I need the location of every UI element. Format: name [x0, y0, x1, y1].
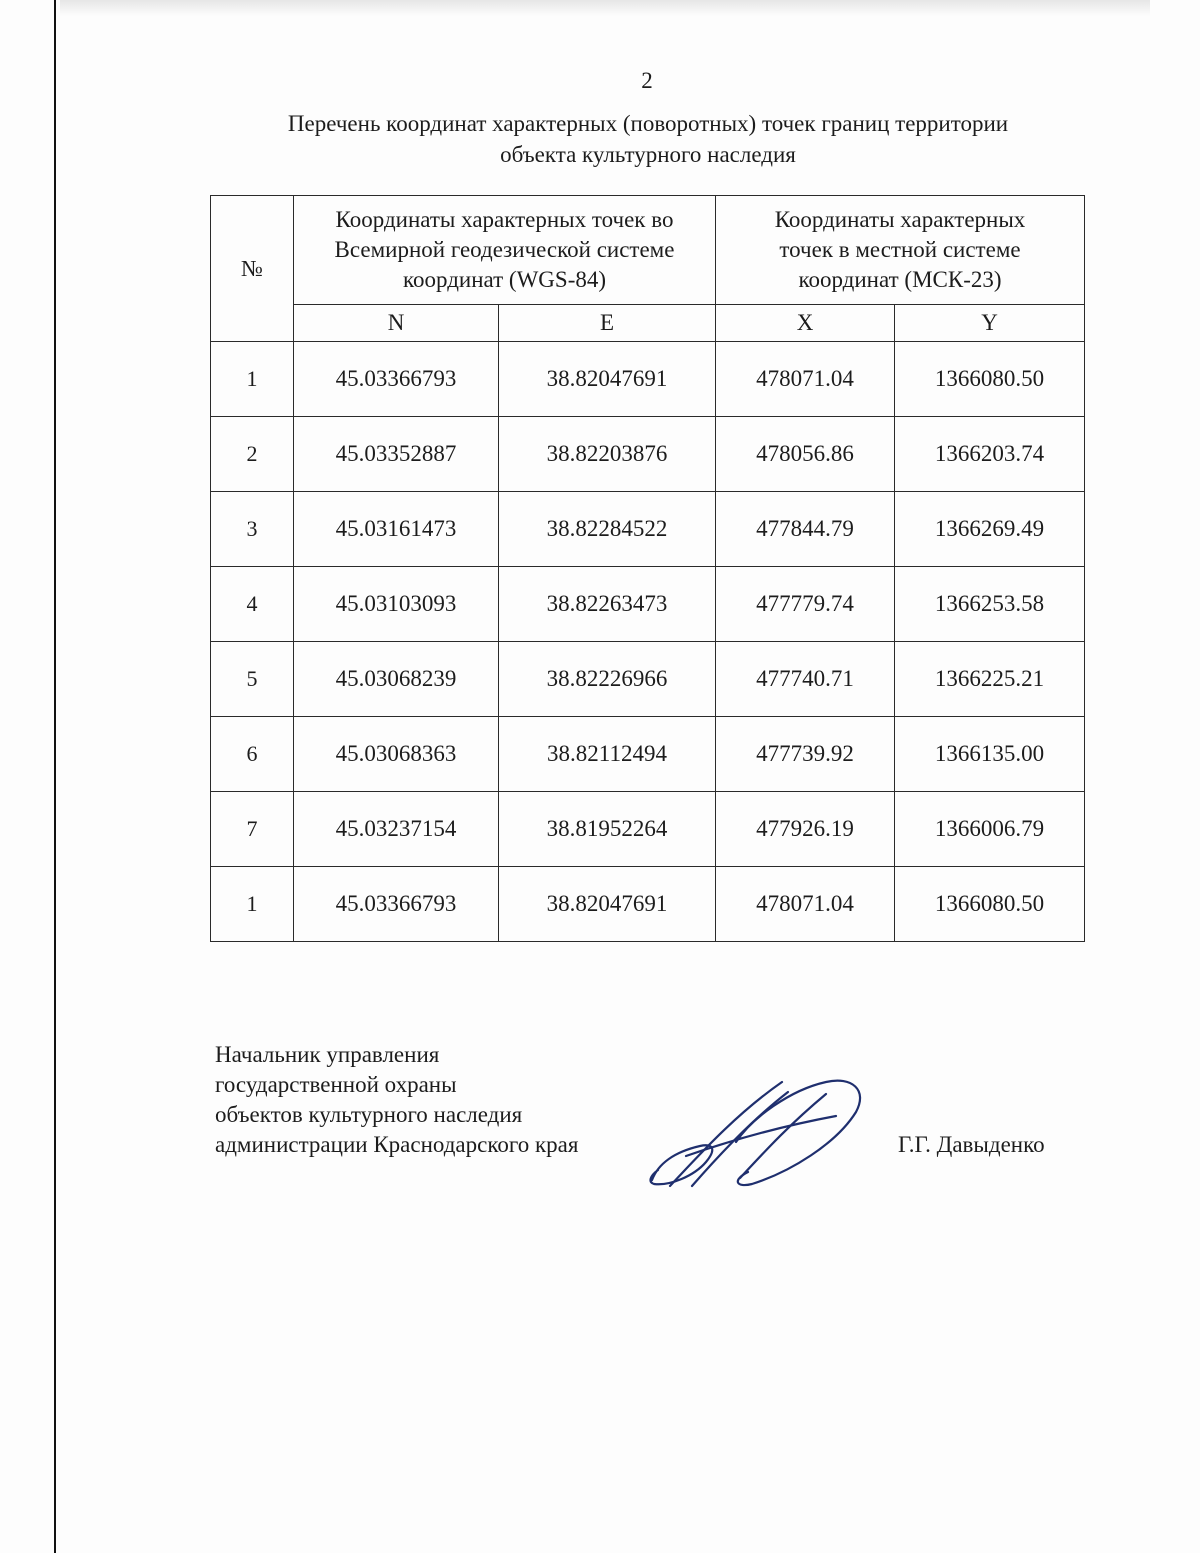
- x-coordinate-cell: 478071.04: [716, 867, 895, 942]
- header-line: Координаты характерных: [774, 207, 1026, 232]
- signatory-position: [215, 1040, 578, 1160]
- signatory-position-line: объектов культурного наследия: [215, 1102, 523, 1127]
- signatory-position-line: государственной охраны: [215, 1072, 457, 1097]
- n-coordinate-cell: 45.03352887: [294, 417, 499, 492]
- header-line: Координаты характерных точек во: [335, 207, 674, 232]
- x-coordinate-cell: 477739.92: [716, 717, 895, 792]
- document-title: [200, 108, 1096, 170]
- signatory-name: Г.Г. Давыденко: [898, 1132, 1045, 1157]
- header-line: точек в местной системе: [779, 237, 1021, 262]
- n-coordinate-cell: 45.03366793: [294, 342, 499, 417]
- x-coordinate-cell: 477926.19: [716, 792, 895, 867]
- e-coordinate-cell: 38.81952264: [499, 792, 716, 867]
- handwritten-signature: [640, 1068, 880, 1198]
- y-coordinate-cell: 1366253.58: [895, 567, 1085, 642]
- wgs-column-group-header: [294, 196, 716, 305]
- table-subheader-row: [211, 305, 1085, 342]
- n-coordinate-cell: 45.03068239: [294, 642, 499, 717]
- e-coordinate-cell: 38.82047691: [499, 867, 716, 942]
- signatory-position-line: администрации Краснодарского края: [215, 1132, 579, 1157]
- point-number-cell: 1: [211, 867, 294, 942]
- document-title-line: объекта культурного наследия: [500, 142, 796, 167]
- point-number-cell: 3: [211, 492, 294, 567]
- table-header-row: [211, 196, 1085, 305]
- table-row: [211, 417, 1085, 492]
- column-header-x: X: [716, 305, 895, 342]
- x-coordinate-cell: 477740.71: [716, 642, 895, 717]
- n-coordinate-cell: 45.03366793: [294, 867, 499, 942]
- point-number-cell: 6: [211, 717, 294, 792]
- header-line: Всемирной геодезической системе: [334, 237, 675, 262]
- table-row: [211, 792, 1085, 867]
- e-coordinate-cell: 38.82203876: [499, 417, 716, 492]
- point-number-cell: 1: [211, 342, 294, 417]
- table-row: [211, 492, 1085, 567]
- y-coordinate-cell: 1366225.21: [895, 642, 1085, 717]
- e-coordinate-cell: 38.82112494: [499, 717, 716, 792]
- n-coordinate-cell: 45.03068363: [294, 717, 499, 792]
- x-coordinate-cell: 478056.86: [716, 417, 895, 492]
- point-number-cell: 7: [211, 792, 294, 867]
- point-number-cell: 4: [211, 567, 294, 642]
- n-coordinate-cell: 45.03237154: [294, 792, 499, 867]
- header-line: координат (МСК-23): [798, 267, 1002, 292]
- y-coordinate-cell: 1366203.74: [895, 417, 1085, 492]
- table-row: [211, 642, 1085, 717]
- signatory-position-line: Начальник управления: [215, 1042, 440, 1067]
- n-coordinate-cell: 45.03103093: [294, 567, 499, 642]
- y-coordinate-cell: 1366080.50: [895, 867, 1085, 942]
- x-coordinate-cell: 477844.79: [716, 492, 895, 567]
- x-coordinate-cell: 477779.74: [716, 567, 895, 642]
- column-header-e: E: [499, 305, 716, 342]
- column-header-n: N: [294, 305, 499, 342]
- x-coordinate-cell: 478071.04: [716, 342, 895, 417]
- coordinates-table: [210, 195, 1085, 942]
- page-number: 2: [641, 68, 653, 93]
- y-coordinate-cell: 1366006.79: [895, 792, 1085, 867]
- point-number-cell: 5: [211, 642, 294, 717]
- column-header-y: Y: [895, 305, 1085, 342]
- msk-column-group-header: [716, 196, 1085, 305]
- table-row: [211, 867, 1085, 942]
- table-row: [211, 567, 1085, 642]
- table-row: [211, 717, 1085, 792]
- document-title-line: Перечень координат характерных (поворотных) точек границ территории: [287, 111, 1009, 136]
- e-coordinate-cell: 38.82284522: [499, 492, 716, 567]
- table-row: [211, 342, 1085, 417]
- e-coordinate-cell: 38.82263473: [499, 567, 716, 642]
- y-coordinate-cell: 1366269.49: [895, 492, 1085, 567]
- n-coordinate-cell: 45.03161473: [294, 492, 499, 567]
- y-coordinate-cell: 1366135.00: [895, 717, 1085, 792]
- e-coordinate-cell: 38.82226966: [499, 642, 716, 717]
- header-line: координат (WGS-84): [402, 267, 607, 292]
- scan-edge-line: [54, 0, 56, 1553]
- point-number-cell: 2: [211, 417, 294, 492]
- scan-shadow: [60, 0, 1150, 16]
- y-coordinate-cell: 1366080.50: [895, 342, 1085, 417]
- number-column-header: №: [211, 196, 294, 342]
- e-coordinate-cell: 38.82047691: [499, 342, 716, 417]
